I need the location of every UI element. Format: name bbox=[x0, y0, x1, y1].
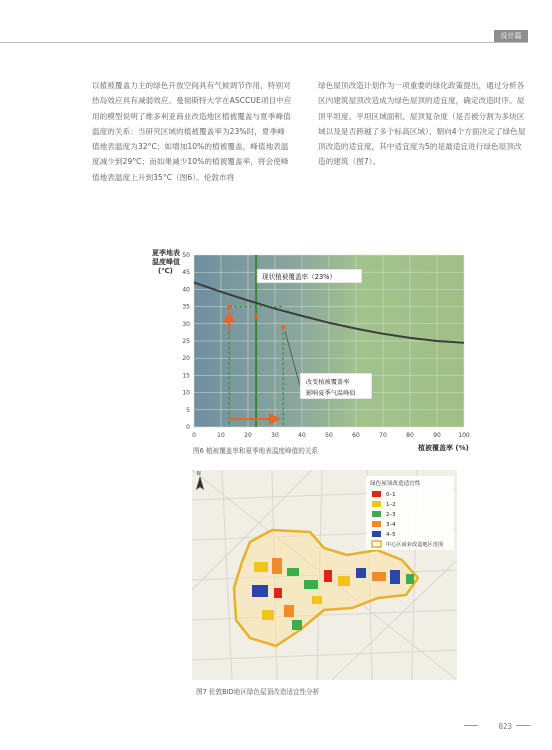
page-number-rule-left bbox=[464, 725, 478, 726]
x-tick-label: 100 bbox=[458, 432, 470, 439]
y-tick-label: 45 bbox=[182, 269, 190, 277]
x-tick-label: 40 bbox=[298, 432, 306, 439]
legend-label: 中心区商业改造地区范围 bbox=[386, 542, 444, 548]
figure7-map bbox=[192, 470, 457, 680]
y-axis-label-line1: 夏季地表 bbox=[152, 249, 180, 257]
paragraph: 绿色屋顶改造计划作为一项重要的绿化政策提出，通过分析各区内建筑屋顶改造成为绿色屋顶的适宜度，确定改造时序。屋顶平坦度、平坦区域面积、屋顶复杂度（是否被分割为多块区域以及是否跨越了多个标高区域）、朝向4个方面决定了绿色屋顶改造的适宜度，其中适宜度为5的是最适宜进行绿色屋顶改造的建筑（图7）。 bbox=[318, 81, 526, 167]
y-tick-label: 20 bbox=[182, 355, 190, 363]
change-annotation-line2: 影响夏季气温峰值 bbox=[306, 390, 356, 397]
x-tick-label: 50 bbox=[325, 432, 333, 439]
y-tick-label: 0 bbox=[186, 424, 190, 431]
y-axis-label-line2: 温度峰值 bbox=[152, 258, 180, 266]
legend-label: 3–4 bbox=[386, 522, 396, 528]
y-axis-label-line3: (℃) bbox=[158, 267, 173, 275]
y-tick-label: 50 bbox=[182, 252, 190, 259]
body-text-left-column bbox=[92, 78, 292, 185]
y-tick-labels bbox=[182, 252, 190, 431]
figure6-caption: 图6 植被覆盖率和夏季地表温度峰值的关系 bbox=[193, 447, 318, 455]
y-tick-label: 30 bbox=[182, 320, 190, 328]
map-legend bbox=[366, 476, 454, 550]
paragraph: 以植被覆盖力主的绿色开放空间具有气候调节作用，特别对热岛效应具有减弱效应。曼彻斯特大学在ASCCUE项目中应用的模型说明了维多利亚商业改造地区植被覆盖与夏季峰值温度的关系：当研究区域的植被覆盖率为23%时，夏季峰值地表温度为32°C；如增加10%的植被覆盖，峰值地表温度减少到29°C；而如果减少10%的植被覆盖率，将会使峰值地表温度上升到35°C（图6）。伦敦市将 bbox=[92, 81, 292, 182]
marked-point bbox=[227, 304, 231, 308]
page-number-rule-right bbox=[516, 725, 530, 726]
x-tick-label: 60 bbox=[352, 432, 360, 439]
svg-text:N: N bbox=[197, 471, 201, 477]
page-number: 023 bbox=[498, 722, 512, 731]
figure6-chart bbox=[148, 245, 483, 458]
marked-point bbox=[281, 325, 285, 329]
x-tick-label: 0 bbox=[192, 432, 196, 439]
y-tick-label: 40 bbox=[182, 286, 190, 294]
y-tick-label: 25 bbox=[182, 338, 190, 345]
x-tick-label: 70 bbox=[379, 432, 387, 439]
map-drawing bbox=[192, 470, 457, 680]
x-tick-label: 20 bbox=[244, 432, 252, 439]
change-annotation-line1: 改变植被覆盖率 bbox=[306, 379, 350, 386]
north-arrow-icon bbox=[196, 471, 204, 490]
page-header bbox=[0, 0, 552, 44]
legend-label: 2–3 bbox=[386, 512, 396, 518]
y-tick-label: 10 bbox=[182, 389, 190, 397]
body-text-right-column bbox=[318, 78, 526, 170]
header-rule bbox=[0, 42, 528, 43]
x-tick-label: 30 bbox=[271, 432, 279, 439]
x-tick-label: 90 bbox=[433, 432, 441, 439]
legend-label: 0–1 bbox=[386, 492, 396, 498]
x-tick-label: 10 bbox=[217, 432, 225, 439]
x-tick-labels bbox=[192, 432, 470, 439]
legend-title: 绿色屋顶改造适宜性 bbox=[370, 481, 421, 487]
x-axis-label: 植被覆盖率 (%) bbox=[418, 444, 469, 452]
current-annotation: 现状植被覆盖率（23%） bbox=[262, 273, 336, 281]
figure7-caption: 图7 伦敦BID地区绿色屋顶改造适宜性分析 bbox=[196, 688, 320, 696]
section-tag: 设计篇 bbox=[494, 30, 528, 42]
y-tick-label: 35 bbox=[182, 303, 190, 311]
marked-point bbox=[254, 315, 258, 319]
legend-label: 4–5 bbox=[386, 532, 396, 538]
legend-label: 1–2 bbox=[386, 502, 396, 508]
x-tick-label: 80 bbox=[406, 432, 414, 439]
y-tick-label: 5 bbox=[186, 406, 190, 414]
y-tick-label: 15 bbox=[182, 372, 190, 380]
